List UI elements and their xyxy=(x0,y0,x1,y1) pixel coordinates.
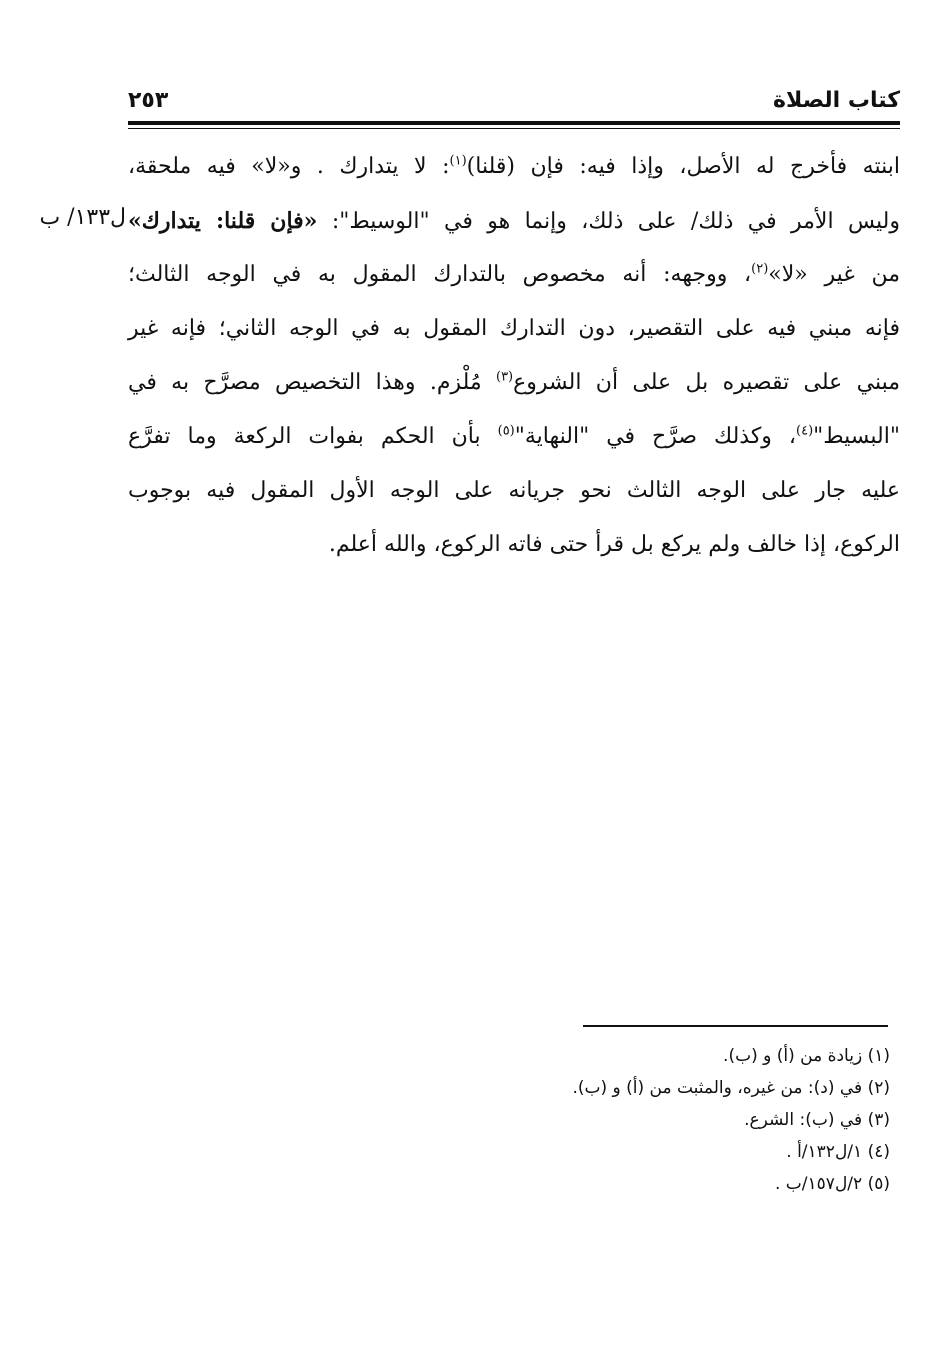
text-line-2: وليس الأمر في ذلك/ على ذلك، وإنما هو في "الوسيط": «فإن قلنا: يتدارك» xyxy=(128,208,900,234)
header-rule-thick xyxy=(128,121,900,125)
footnote-4: (٤) ١/ل١٣٢/أ . xyxy=(786,1142,890,1162)
footnote-1: (١) زيادة من (أ) و (ب). xyxy=(723,1046,890,1066)
manuscript-folio-note: ل١٣٣/ ب xyxy=(39,205,126,230)
footnote-separator xyxy=(583,1025,888,1027)
text-line-3: من غير «لا»$^{(٢)}$، ووجهه: أنه مخصوص بالتدارك المقول به في الوجه الثالث؛ xyxy=(128,261,900,287)
footnote-3: (٣) في (ب): الشرع. xyxy=(744,1110,890,1130)
footnote-2: (٢) في (د): من غيره، والمثبت من (أ) و (ب). xyxy=(572,1078,890,1098)
footnote-ref-4: (٤) xyxy=(796,423,814,439)
footnote-ref-5: (٥) xyxy=(497,423,515,439)
page-number: ٢٥٣ xyxy=(128,88,169,113)
text-line-8: الركوع، إذا خالف ولم يركع بل قرأ حتى فاته الركوع، والله أعلم. xyxy=(328,532,900,557)
text-line-1: ابنته فأخرج له الأصل، وإذا فيه: فإن (قلنا)$^{(١)}$: لا يتدارك . و«لا» فيه ملحقة، xyxy=(128,153,900,179)
page-header xyxy=(128,84,900,120)
footnote-ref-1: (١) xyxy=(449,153,467,169)
footnotes xyxy=(128,1040,890,1200)
chapter-title: كتاب الصلاة xyxy=(773,88,900,113)
footnote-ref-3: (٣) xyxy=(495,369,514,385)
bold-quote: «فإن قلنا: يتدارك» xyxy=(128,208,318,234)
footnote-5: (٥) ٢/ل١٥٧/ب . xyxy=(774,1174,890,1194)
header-rule-thin xyxy=(128,128,900,129)
main-text xyxy=(128,140,900,572)
text-line-7: عليه جار على الوجه الثالث نحو جريانه على الوجه الأول المقول فيه بوجوب xyxy=(128,478,900,503)
footnote-ref-2: (٢) xyxy=(751,261,769,277)
text-line-5: مبني على تقصيره بل على أن الشروع$^{(٣)}$ مُلْزم. وهذا التخصيص مصرَّح به في xyxy=(128,369,901,395)
text-line-6: "البسيط"$^{(٤)}$، وكذلك صرَّح في "النهاية"$^{(٥)}$ بأن الحكم بفوات الركعة وما تفرَّع xyxy=(128,423,900,449)
text-line-4: فإنه مبني فيه على التقصير، دون التدارك المقول به في الوجه الثاني؛ فإنه غير xyxy=(128,316,900,341)
